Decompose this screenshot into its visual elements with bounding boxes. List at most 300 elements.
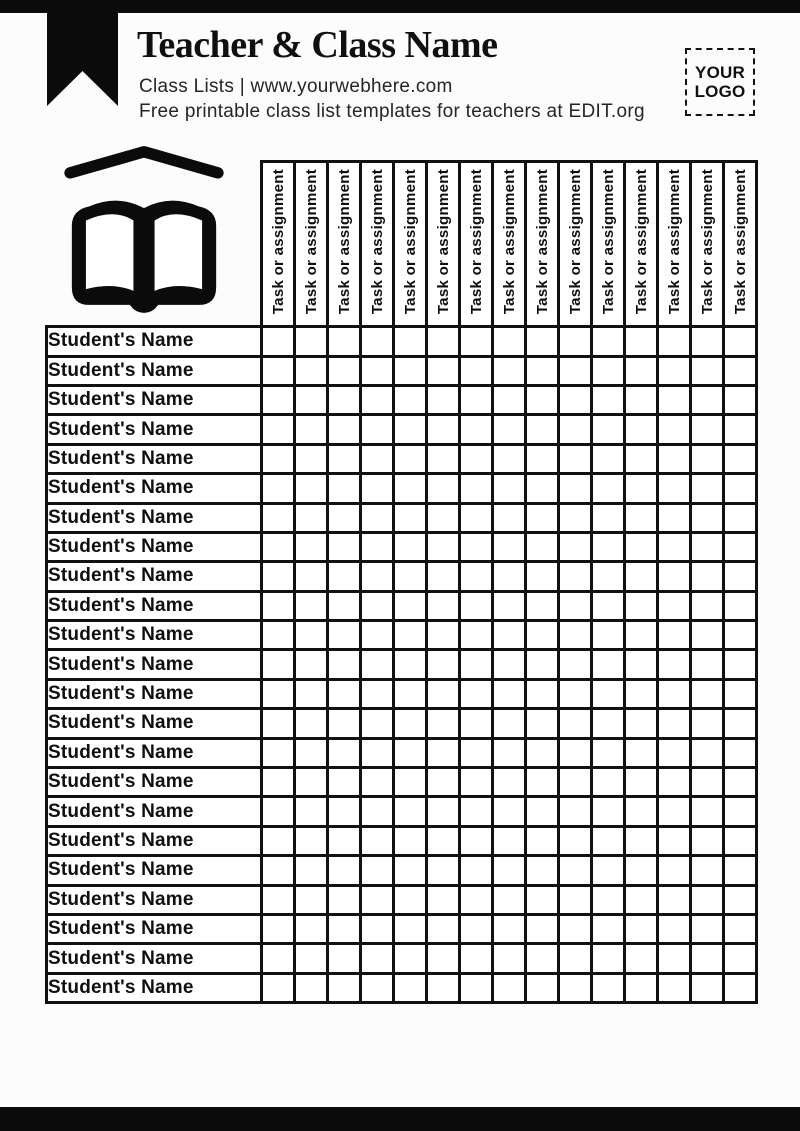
task-cell[interactable] (559, 738, 592, 767)
task-cell[interactable] (493, 973, 526, 1002)
task-cell[interactable] (691, 621, 724, 650)
task-cell[interactable] (691, 474, 724, 503)
task-cell[interactable] (361, 327, 394, 356)
task-cell[interactable] (658, 444, 691, 473)
task-cell[interactable] (724, 503, 757, 532)
task-cell[interactable] (592, 856, 625, 885)
task-cell[interactable] (724, 591, 757, 620)
task-cell[interactable] (625, 738, 658, 767)
task-cell[interactable] (295, 532, 328, 561)
task-cell[interactable] (526, 591, 559, 620)
task-cell[interactable] (559, 973, 592, 1002)
task-cell[interactable] (559, 768, 592, 797)
task-cell[interactable] (625, 562, 658, 591)
task-cell[interactable] (559, 797, 592, 826)
task-cell[interactable] (328, 944, 361, 973)
task-cell[interactable] (592, 532, 625, 561)
task-cell[interactable] (295, 327, 328, 356)
student-name-cell[interactable]: Student's Name (47, 591, 262, 620)
task-cell[interactable] (493, 503, 526, 532)
task-cell[interactable] (559, 444, 592, 473)
task-cell[interactable] (460, 444, 493, 473)
task-cell[interactable] (328, 474, 361, 503)
task-cell[interactable] (724, 415, 757, 444)
task-cell[interactable] (361, 738, 394, 767)
task-cell[interactable] (361, 856, 394, 885)
student-name-cell[interactable]: Student's Name (47, 562, 262, 591)
task-cell[interactable] (394, 591, 427, 620)
task-cell[interactable] (493, 562, 526, 591)
task-cell[interactable] (724, 709, 757, 738)
task-cell[interactable] (658, 856, 691, 885)
task-cell[interactable] (526, 826, 559, 855)
task-cell[interactable] (460, 768, 493, 797)
task-cell[interactable] (295, 503, 328, 532)
task-cell[interactable] (262, 679, 295, 708)
task-cell[interactable] (658, 503, 691, 532)
task-cell[interactable] (262, 621, 295, 650)
task-cell[interactable] (658, 826, 691, 855)
task-cell[interactable] (592, 474, 625, 503)
task-cell[interactable] (658, 562, 691, 591)
task-cell[interactable] (526, 444, 559, 473)
task-cell[interactable] (526, 356, 559, 385)
task-cell[interactable] (526, 621, 559, 650)
task-column-header[interactable] (559, 162, 592, 327)
task-cell[interactable] (394, 768, 427, 797)
task-cell[interactable] (493, 797, 526, 826)
task-cell[interactable] (394, 826, 427, 855)
task-cell[interactable] (427, 621, 460, 650)
task-cell[interactable] (724, 650, 757, 679)
task-cell[interactable] (592, 709, 625, 738)
task-column-header[interactable] (658, 162, 691, 327)
task-column-header[interactable] (394, 162, 427, 327)
task-cell[interactable] (724, 532, 757, 561)
task-column-header[interactable] (361, 162, 394, 327)
task-cell[interactable] (460, 914, 493, 943)
task-cell[interactable] (559, 532, 592, 561)
task-cell[interactable] (691, 738, 724, 767)
task-cell[interactable] (625, 327, 658, 356)
task-cell[interactable] (691, 444, 724, 473)
student-name-cell[interactable]: Student's Name (47, 709, 262, 738)
task-cell[interactable] (625, 474, 658, 503)
task-column-header[interactable] (691, 162, 724, 327)
task-cell[interactable] (295, 621, 328, 650)
task-cell[interactable] (724, 679, 757, 708)
task-cell[interactable] (559, 562, 592, 591)
task-cell[interactable] (427, 503, 460, 532)
task-cell[interactable] (361, 944, 394, 973)
task-cell[interactable] (328, 591, 361, 620)
task-cell[interactable] (394, 327, 427, 356)
task-cell[interactable] (328, 885, 361, 914)
task-cell[interactable] (427, 738, 460, 767)
task-cell[interactable] (262, 562, 295, 591)
task-cell[interactable] (625, 385, 658, 414)
task-cell[interactable] (493, 532, 526, 561)
task-cell[interactable] (526, 885, 559, 914)
task-cell[interactable] (625, 826, 658, 855)
task-cell[interactable] (493, 650, 526, 679)
task-cell[interactable] (361, 679, 394, 708)
task-cell[interactable] (691, 768, 724, 797)
task-cell[interactable] (724, 562, 757, 591)
task-cell[interactable] (427, 709, 460, 738)
task-cell[interactable] (394, 738, 427, 767)
task-cell[interactable] (427, 591, 460, 620)
task-cell[interactable] (328, 415, 361, 444)
task-cell[interactable] (592, 826, 625, 855)
task-cell[interactable] (559, 650, 592, 679)
task-cell[interactable] (625, 591, 658, 620)
task-cell[interactable] (328, 356, 361, 385)
task-cell[interactable] (460, 503, 493, 532)
task-cell[interactable] (262, 709, 295, 738)
task-cell[interactable] (262, 444, 295, 473)
task-cell[interactable] (559, 885, 592, 914)
task-cell[interactable] (427, 532, 460, 561)
task-cell[interactable] (460, 885, 493, 914)
task-cell[interactable] (724, 621, 757, 650)
task-cell[interactable] (625, 679, 658, 708)
task-column-header[interactable] (262, 162, 295, 327)
task-column-header[interactable] (295, 162, 328, 327)
task-cell[interactable] (262, 973, 295, 1002)
task-cell[interactable] (592, 914, 625, 943)
task-cell[interactable] (559, 679, 592, 708)
student-name-cell[interactable]: Student's Name (47, 826, 262, 855)
task-cell[interactable] (493, 914, 526, 943)
task-cell[interactable] (262, 327, 295, 356)
task-cell[interactable] (526, 679, 559, 708)
task-cell[interactable] (262, 503, 295, 532)
task-cell[interactable] (592, 444, 625, 473)
task-cell[interactable] (526, 474, 559, 503)
task-cell[interactable] (460, 532, 493, 561)
task-cell[interactable] (427, 973, 460, 1002)
task-cell[interactable] (262, 474, 295, 503)
student-name-cell[interactable]: Student's Name (47, 885, 262, 914)
task-cell[interactable] (427, 444, 460, 473)
task-cell[interactable] (262, 738, 295, 767)
task-column-header[interactable] (460, 162, 493, 327)
task-cell[interactable] (658, 474, 691, 503)
task-cell[interactable] (658, 797, 691, 826)
task-cell[interactable] (394, 650, 427, 679)
task-cell[interactable] (361, 709, 394, 738)
task-cell[interactable] (460, 944, 493, 973)
task-cell[interactable] (526, 797, 559, 826)
task-cell[interactable] (691, 856, 724, 885)
task-cell[interactable] (724, 797, 757, 826)
task-cell[interactable] (394, 474, 427, 503)
task-cell[interactable] (691, 591, 724, 620)
student-name-cell[interactable]: Student's Name (47, 327, 262, 356)
task-cell[interactable] (724, 768, 757, 797)
student-name-cell[interactable]: Student's Name (47, 415, 262, 444)
task-cell[interactable] (658, 914, 691, 943)
task-cell[interactable] (691, 885, 724, 914)
task-cell[interactable] (361, 621, 394, 650)
student-name-cell[interactable]: Student's Name (47, 856, 262, 885)
task-cell[interactable] (295, 826, 328, 855)
task-cell[interactable] (262, 768, 295, 797)
task-cell[interactable] (592, 650, 625, 679)
task-cell[interactable] (295, 914, 328, 943)
student-name-cell[interactable]: Student's Name (47, 650, 262, 679)
task-cell[interactable] (526, 856, 559, 885)
task-cell[interactable] (658, 415, 691, 444)
task-cell[interactable] (526, 944, 559, 973)
task-cell[interactable] (625, 944, 658, 973)
task-cell[interactable] (592, 738, 625, 767)
task-cell[interactable] (262, 885, 295, 914)
task-cell[interactable] (328, 826, 361, 855)
task-cell[interactable] (460, 973, 493, 1002)
task-cell[interactable] (328, 973, 361, 1002)
task-cell[interactable] (559, 944, 592, 973)
task-cell[interactable] (295, 562, 328, 591)
task-cell[interactable] (691, 503, 724, 532)
task-cell[interactable] (625, 797, 658, 826)
task-cell[interactable] (394, 621, 427, 650)
task-cell[interactable] (625, 415, 658, 444)
task-cell[interactable] (328, 444, 361, 473)
task-cell[interactable] (262, 415, 295, 444)
task-cell[interactable] (460, 591, 493, 620)
task-cell[interactable] (427, 327, 460, 356)
task-cell[interactable] (526, 327, 559, 356)
task-cell[interactable] (724, 826, 757, 855)
task-cell[interactable] (493, 826, 526, 855)
task-cell[interactable] (625, 914, 658, 943)
task-column-header[interactable] (625, 162, 658, 327)
task-cell[interactable] (691, 914, 724, 943)
task-cell[interactable] (328, 797, 361, 826)
task-cell[interactable] (427, 650, 460, 679)
task-cell[interactable] (691, 826, 724, 855)
task-cell[interactable] (559, 709, 592, 738)
task-cell[interactable] (328, 327, 361, 356)
task-cell[interactable] (592, 944, 625, 973)
task-cell[interactable] (526, 768, 559, 797)
task-cell[interactable] (460, 415, 493, 444)
task-cell[interactable] (559, 474, 592, 503)
task-cell[interactable] (724, 327, 757, 356)
student-name-cell[interactable]: Student's Name (47, 385, 262, 414)
task-cell[interactable] (361, 591, 394, 620)
task-cell[interactable] (262, 385, 295, 414)
task-cell[interactable] (295, 356, 328, 385)
task-cell[interactable] (658, 327, 691, 356)
student-name-cell[interactable]: Student's Name (47, 914, 262, 943)
task-cell[interactable] (724, 385, 757, 414)
task-cell[interactable] (526, 415, 559, 444)
task-cell[interactable] (361, 885, 394, 914)
task-cell[interactable] (493, 709, 526, 738)
task-cell[interactable] (328, 503, 361, 532)
task-cell[interactable] (691, 385, 724, 414)
task-column-header[interactable] (328, 162, 361, 327)
task-cell[interactable] (361, 532, 394, 561)
task-cell[interactable] (625, 885, 658, 914)
task-cell[interactable] (526, 503, 559, 532)
task-cell[interactable] (460, 621, 493, 650)
task-cell[interactable] (691, 327, 724, 356)
student-name-cell[interactable]: Student's Name (47, 444, 262, 473)
task-cell[interactable] (592, 356, 625, 385)
task-cell[interactable] (625, 621, 658, 650)
task-cell[interactable] (559, 356, 592, 385)
task-cell[interactable] (427, 356, 460, 385)
task-cell[interactable] (394, 503, 427, 532)
task-cell[interactable] (625, 856, 658, 885)
task-cell[interactable] (592, 679, 625, 708)
task-cell[interactable] (394, 356, 427, 385)
task-cell[interactable] (526, 532, 559, 561)
task-cell[interactable] (361, 356, 394, 385)
task-cell[interactable] (460, 327, 493, 356)
task-cell[interactable] (658, 650, 691, 679)
task-cell[interactable] (394, 856, 427, 885)
task-cell[interactable] (328, 738, 361, 767)
task-cell[interactable] (460, 826, 493, 855)
task-cell[interactable] (295, 679, 328, 708)
task-cell[interactable] (361, 503, 394, 532)
task-cell[interactable] (394, 679, 427, 708)
task-cell[interactable] (427, 885, 460, 914)
task-cell[interactable] (559, 415, 592, 444)
task-cell[interactable] (295, 885, 328, 914)
task-cell[interactable] (724, 474, 757, 503)
task-cell[interactable] (493, 885, 526, 914)
task-cell[interactable] (724, 356, 757, 385)
task-cell[interactable] (328, 621, 361, 650)
task-cell[interactable] (526, 709, 559, 738)
task-cell[interactable] (361, 562, 394, 591)
task-cell[interactable] (460, 709, 493, 738)
student-name-cell[interactable]: Student's Name (47, 944, 262, 973)
task-column-header[interactable] (526, 162, 559, 327)
task-cell[interactable] (295, 591, 328, 620)
task-cell[interactable] (295, 797, 328, 826)
task-cell[interactable] (361, 385, 394, 414)
task-cell[interactable] (493, 679, 526, 708)
task-cell[interactable] (559, 327, 592, 356)
task-cell[interactable] (262, 532, 295, 561)
task-cell[interactable] (460, 356, 493, 385)
task-cell[interactable] (427, 415, 460, 444)
task-cell[interactable] (262, 356, 295, 385)
task-cell[interactable] (526, 562, 559, 591)
task-cell[interactable] (328, 562, 361, 591)
task-cell[interactable] (658, 679, 691, 708)
student-name-cell[interactable]: Student's Name (47, 797, 262, 826)
task-cell[interactable] (559, 503, 592, 532)
task-cell[interactable] (691, 650, 724, 679)
task-cell[interactable] (394, 415, 427, 444)
task-cell[interactable] (295, 415, 328, 444)
task-cell[interactable] (658, 738, 691, 767)
task-cell[interactable] (592, 885, 625, 914)
task-cell[interactable] (460, 385, 493, 414)
task-cell[interactable] (493, 621, 526, 650)
task-cell[interactable] (658, 944, 691, 973)
task-cell[interactable] (559, 914, 592, 943)
task-cell[interactable] (625, 768, 658, 797)
task-cell[interactable] (526, 738, 559, 767)
task-cell[interactable] (295, 709, 328, 738)
task-cell[interactable] (592, 503, 625, 532)
task-cell[interactable] (625, 444, 658, 473)
task-cell[interactable] (460, 562, 493, 591)
task-cell[interactable] (295, 856, 328, 885)
task-cell[interactable] (361, 973, 394, 1002)
task-cell[interactable] (691, 944, 724, 973)
task-cell[interactable] (559, 591, 592, 620)
task-cell[interactable] (691, 709, 724, 738)
task-cell[interactable] (460, 679, 493, 708)
task-cell[interactable] (526, 973, 559, 1002)
task-cell[interactable] (427, 797, 460, 826)
task-cell[interactable] (295, 738, 328, 767)
task-cell[interactable] (295, 973, 328, 1002)
task-cell[interactable] (460, 738, 493, 767)
task-cell[interactable] (295, 944, 328, 973)
task-cell[interactable] (691, 415, 724, 444)
task-cell[interactable] (724, 944, 757, 973)
task-cell[interactable] (361, 415, 394, 444)
task-cell[interactable] (427, 679, 460, 708)
task-cell[interactable] (262, 856, 295, 885)
task-cell[interactable] (361, 444, 394, 473)
task-cell[interactable] (460, 474, 493, 503)
task-cell[interactable] (427, 944, 460, 973)
task-cell[interactable] (691, 532, 724, 561)
task-cell[interactable] (394, 973, 427, 1002)
task-cell[interactable] (658, 885, 691, 914)
task-cell[interactable] (427, 385, 460, 414)
task-cell[interactable] (625, 503, 658, 532)
task-cell[interactable] (658, 385, 691, 414)
student-name-cell[interactable]: Student's Name (47, 738, 262, 767)
task-cell[interactable] (658, 973, 691, 1002)
task-cell[interactable] (262, 591, 295, 620)
task-cell[interactable] (361, 797, 394, 826)
task-cell[interactable] (658, 709, 691, 738)
task-cell[interactable] (361, 826, 394, 855)
task-cell[interactable] (658, 591, 691, 620)
task-cell[interactable] (559, 621, 592, 650)
task-cell[interactable] (592, 385, 625, 414)
task-cell[interactable] (592, 562, 625, 591)
task-cell[interactable] (691, 797, 724, 826)
task-cell[interactable] (394, 797, 427, 826)
task-column-header[interactable] (493, 162, 526, 327)
task-cell[interactable] (295, 650, 328, 679)
task-cell[interactable] (658, 621, 691, 650)
task-cell[interactable] (328, 914, 361, 943)
task-cell[interactable] (625, 650, 658, 679)
task-column-header[interactable] (724, 162, 757, 327)
task-cell[interactable] (262, 797, 295, 826)
task-cell[interactable] (427, 768, 460, 797)
task-cell[interactable] (724, 856, 757, 885)
task-cell[interactable] (394, 532, 427, 561)
task-cell[interactable] (526, 914, 559, 943)
